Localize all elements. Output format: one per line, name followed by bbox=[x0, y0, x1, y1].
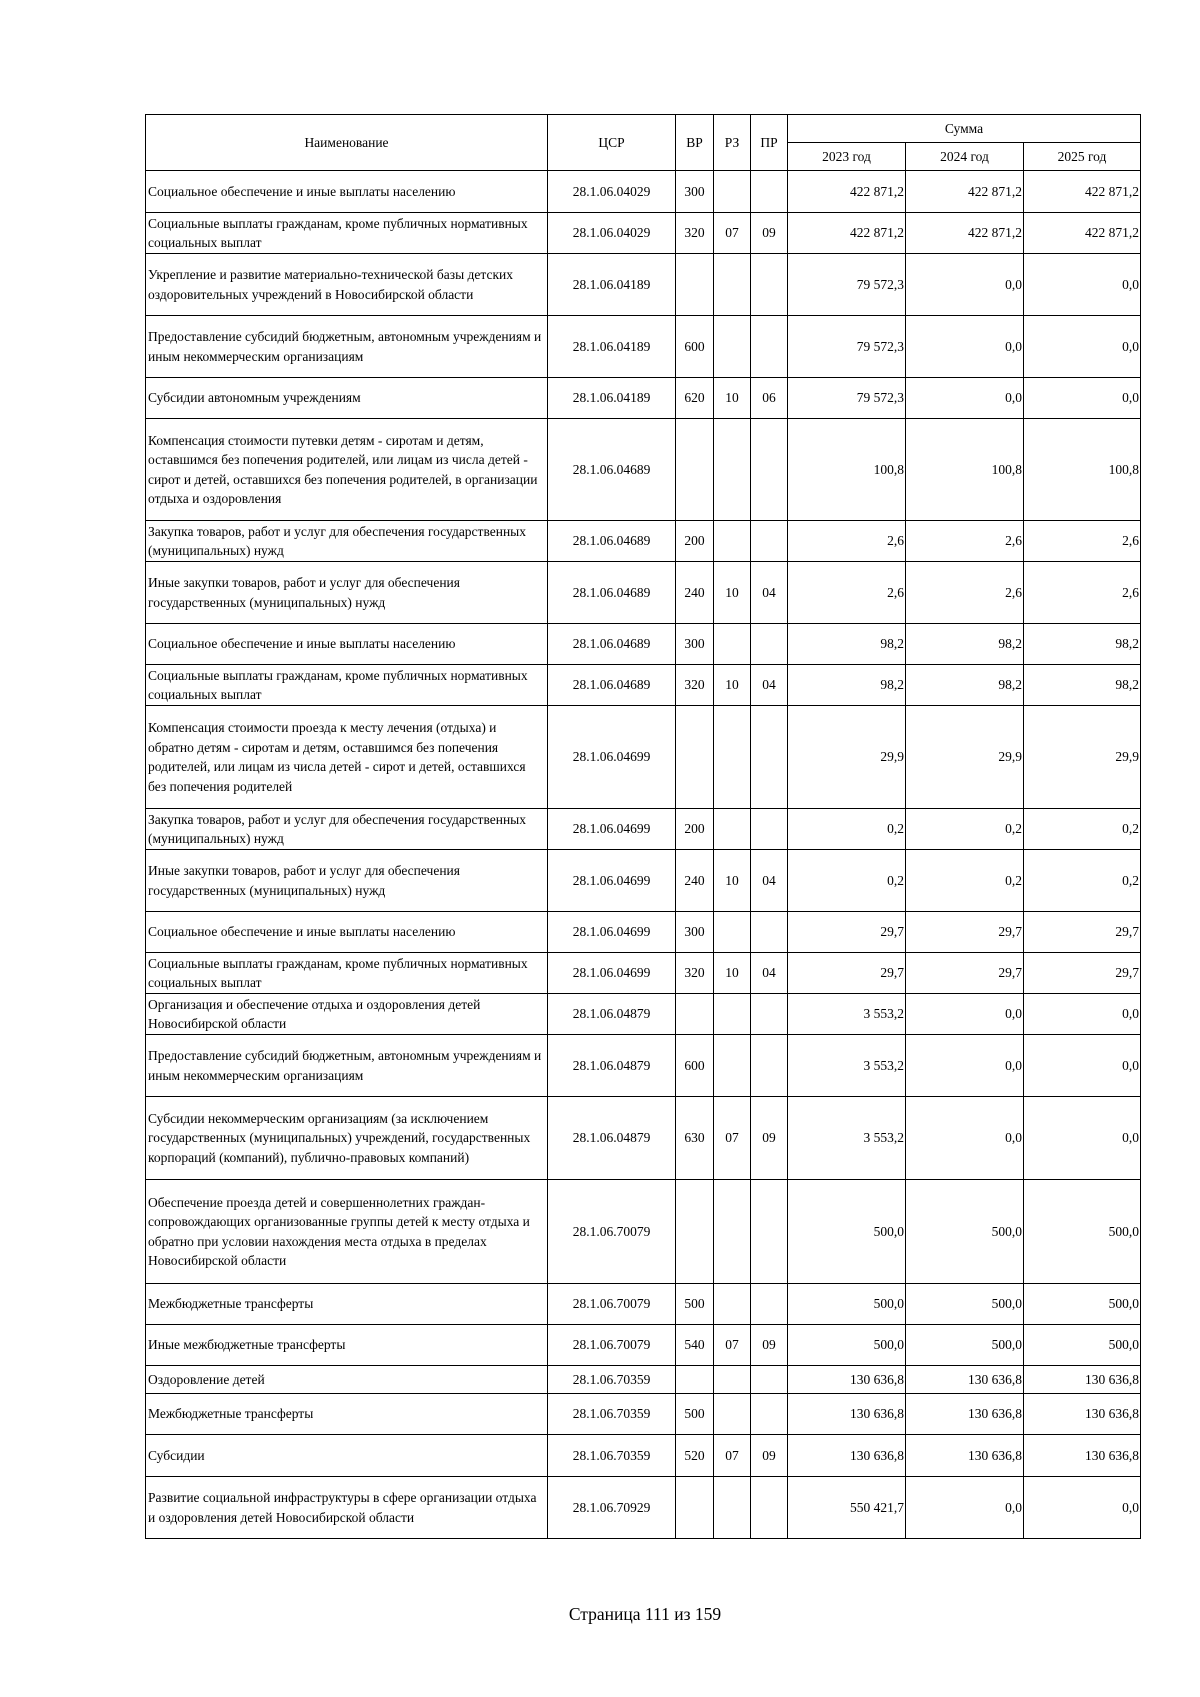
row-sum-2023: 29,7 bbox=[788, 953, 906, 994]
row-vr bbox=[676, 254, 714, 316]
row-sum-2025: 0,0 bbox=[1024, 254, 1141, 316]
row-sum-2025: 29,9 bbox=[1024, 706, 1141, 809]
row-csr: 28.1.06.70359 bbox=[548, 1366, 676, 1394]
row-sum-2024: 0,0 bbox=[906, 1097, 1024, 1180]
row-sum-2023: 422 871,2 bbox=[788, 213, 906, 254]
table-row bbox=[146, 706, 1141, 809]
row-sum-2025: 500,0 bbox=[1024, 1325, 1141, 1366]
row-vr: 600 bbox=[676, 316, 714, 378]
row-csr: 28.1.06.04689 bbox=[548, 624, 676, 665]
row-sum-2023: 3 553,2 bbox=[788, 994, 906, 1035]
row-sum-2024: 0,0 bbox=[906, 378, 1024, 419]
row-pr bbox=[751, 419, 788, 521]
row-rz: 10 bbox=[714, 562, 751, 624]
row-sum-2024: 500,0 bbox=[906, 1325, 1024, 1366]
row-pr bbox=[751, 171, 788, 213]
row-rz bbox=[714, 521, 751, 562]
table-row bbox=[146, 316, 1141, 378]
table-row bbox=[146, 953, 1141, 994]
row-csr: 28.1.06.04689 bbox=[548, 562, 676, 624]
row-sum-2025: 422 871,2 bbox=[1024, 171, 1141, 213]
table-row bbox=[146, 912, 1141, 953]
row-csr: 28.1.06.04699 bbox=[548, 953, 676, 994]
row-sum-2024: 29,9 bbox=[906, 706, 1024, 809]
row-sum-2023: 29,7 bbox=[788, 912, 906, 953]
header-year-2025: 2025 год bbox=[1024, 143, 1141, 171]
row-name: Закупка товаров, работ и услуг для обеспечения государственных (муниципальных) нужд bbox=[146, 521, 548, 562]
header-name: Наименование bbox=[146, 115, 548, 171]
row-pr bbox=[751, 809, 788, 850]
row-rz bbox=[714, 1035, 751, 1097]
header-row bbox=[146, 115, 1141, 143]
row-name: Развитие социальной инфраструктуры в сфере организации отдыха и оздоровления детей Новосибирской области bbox=[146, 1477, 548, 1539]
row-pr: 04 bbox=[751, 562, 788, 624]
row-pr bbox=[751, 1366, 788, 1394]
row-sum-2024: 0,2 bbox=[906, 850, 1024, 912]
row-rz: 10 bbox=[714, 665, 751, 706]
row-pr: 04 bbox=[751, 953, 788, 994]
row-csr: 28.1.06.04879 bbox=[548, 994, 676, 1035]
row-rz: 07 bbox=[714, 1325, 751, 1366]
table-row bbox=[146, 378, 1141, 419]
row-sum-2024: 98,2 bbox=[906, 624, 1024, 665]
row-name: Компенсация стоимости путевки детям - сиротам и детям, оставшимся без попечения родителей, или лицам из числа детей - сирот и детей, оставшихся без попечения родителей, в организации отдыха и оздоровления bbox=[146, 419, 548, 521]
row-pr bbox=[751, 254, 788, 316]
row-rz bbox=[714, 1284, 751, 1325]
row-sum-2025: 2,6 bbox=[1024, 562, 1141, 624]
row-sum-2025: 0,0 bbox=[1024, 378, 1141, 419]
row-sum-2024: 98,2 bbox=[906, 665, 1024, 706]
table-row bbox=[146, 624, 1141, 665]
row-vr: 500 bbox=[676, 1284, 714, 1325]
table-row bbox=[146, 419, 1141, 521]
row-vr bbox=[676, 1366, 714, 1394]
row-csr: 28.1.06.04699 bbox=[548, 850, 676, 912]
row-vr bbox=[676, 706, 714, 809]
row-name: Социальные выплаты гражданам, кроме публичных нормативных социальных выплат bbox=[146, 665, 548, 706]
table-row bbox=[146, 1284, 1141, 1325]
row-sum-2024: 2,6 bbox=[906, 521, 1024, 562]
row-rz bbox=[714, 706, 751, 809]
row-rz bbox=[714, 254, 751, 316]
row-name: Социальные выплаты гражданам, кроме публичных нормативных социальных выплат bbox=[146, 953, 548, 994]
row-rz bbox=[714, 912, 751, 953]
row-vr bbox=[676, 1477, 714, 1539]
row-sum-2023: 500,0 bbox=[788, 1284, 906, 1325]
row-csr: 28.1.06.70079 bbox=[548, 1325, 676, 1366]
row-sum-2023: 130 636,8 bbox=[788, 1366, 906, 1394]
row-sum-2023: 130 636,8 bbox=[788, 1435, 906, 1477]
page-number: Страница 111 из 159 bbox=[568, 1604, 722, 1624]
row-vr: 300 bbox=[676, 912, 714, 953]
row-name: Социальное обеспечение и иные выплаты населению bbox=[146, 171, 548, 213]
row-sum-2024: 130 636,8 bbox=[906, 1394, 1024, 1435]
row-name: Социальное обеспечение и иные выплаты населению bbox=[146, 912, 548, 953]
row-name: Субсидии автономным учреждениям bbox=[146, 378, 548, 419]
row-name: Социальное обеспечение и иные выплаты населению bbox=[146, 624, 548, 665]
row-sum-2023: 79 572,3 bbox=[788, 254, 906, 316]
row-sum-2025: 2,6 bbox=[1024, 521, 1141, 562]
row-name: Иные закупки товаров, работ и услуг для обеспечения государственных (муниципальных) нужд bbox=[146, 850, 548, 912]
row-sum-2024: 130 636,8 bbox=[906, 1435, 1024, 1477]
header-year-2024: 2024 год bbox=[906, 143, 1024, 171]
row-name: Субсидии некоммерческим организациям (за исключением государственных (муниципальных) учреждений, государственных корпораций (компаний), публично-правовых компаний) bbox=[146, 1097, 548, 1180]
table-row bbox=[146, 994, 1141, 1035]
header-csr: ЦСР bbox=[548, 115, 676, 171]
row-vr: 630 bbox=[676, 1097, 714, 1180]
row-vr: 240 bbox=[676, 562, 714, 624]
row-csr: 28.1.06.04699 bbox=[548, 912, 676, 953]
row-csr: 28.1.06.04699 bbox=[548, 706, 676, 809]
row-csr: 28.1.06.04029 bbox=[548, 213, 676, 254]
row-sum-2023: 550 421,7 bbox=[788, 1477, 906, 1539]
row-sum-2025: 0,0 bbox=[1024, 1097, 1141, 1180]
row-pr bbox=[751, 1284, 788, 1325]
row-sum-2024: 422 871,2 bbox=[906, 213, 1024, 254]
row-pr: 09 bbox=[751, 1097, 788, 1180]
table-row bbox=[146, 1435, 1141, 1477]
row-pr bbox=[751, 1394, 788, 1435]
row-csr: 28.1.06.04189 bbox=[548, 378, 676, 419]
row-pr bbox=[751, 912, 788, 953]
header-rz: РЗ bbox=[714, 115, 751, 171]
budget-table bbox=[145, 114, 1141, 1539]
row-sum-2024: 422 871,2 bbox=[906, 171, 1024, 213]
table-row bbox=[146, 213, 1141, 254]
row-sum-2025: 0,2 bbox=[1024, 850, 1141, 912]
row-sum-2023: 79 572,3 bbox=[788, 316, 906, 378]
row-rz bbox=[714, 316, 751, 378]
row-name: Предоставление субсидий бюджетным, автономным учреждениям и иным некоммерческим организациям bbox=[146, 1035, 548, 1097]
table-row bbox=[146, 850, 1141, 912]
row-rz bbox=[714, 994, 751, 1035]
row-rz bbox=[714, 171, 751, 213]
row-name: Компенсация стоимости проезда к месту лечения (отдыха) и обратно детям - сиротам и детям, оставшимся без попечения родителей, или лицам из числа детей - сирот и детей, оставшихся без попечения родителей bbox=[146, 706, 548, 809]
row-sum-2023: 79 572,3 bbox=[788, 378, 906, 419]
row-rz bbox=[714, 809, 751, 850]
row-csr: 28.1.06.70929 bbox=[548, 1477, 676, 1539]
table-row bbox=[146, 1035, 1141, 1097]
row-rz: 10 bbox=[714, 953, 751, 994]
row-sum-2024: 0,0 bbox=[906, 1035, 1024, 1097]
table-row bbox=[146, 1394, 1141, 1435]
row-sum-2023: 0,2 bbox=[788, 850, 906, 912]
row-sum-2023: 98,2 bbox=[788, 624, 906, 665]
row-rz: 10 bbox=[714, 378, 751, 419]
row-name: Укрепление и развитие материально-технической базы детских оздоровительных учреждений в Новосибирской области bbox=[146, 254, 548, 316]
table-row bbox=[146, 1097, 1141, 1180]
row-pr: 09 bbox=[751, 213, 788, 254]
row-rz bbox=[714, 1180, 751, 1284]
row-pr bbox=[751, 1477, 788, 1539]
row-sum-2025: 130 636,8 bbox=[1024, 1366, 1141, 1394]
row-sum-2025: 100,8 bbox=[1024, 419, 1141, 521]
row-rz: 07 bbox=[714, 1097, 751, 1180]
row-sum-2025: 500,0 bbox=[1024, 1180, 1141, 1284]
table-row bbox=[146, 1325, 1141, 1366]
row-vr: 320 bbox=[676, 953, 714, 994]
row-vr: 320 bbox=[676, 665, 714, 706]
row-sum-2025: 98,2 bbox=[1024, 665, 1141, 706]
row-sum-2025: 500,0 bbox=[1024, 1284, 1141, 1325]
row-sum-2024: 100,8 bbox=[906, 419, 1024, 521]
row-sum-2024: 0,0 bbox=[906, 254, 1024, 316]
row-sum-2025: 0,0 bbox=[1024, 994, 1141, 1035]
row-csr: 28.1.06.04029 bbox=[548, 171, 676, 213]
row-name: Межбюджетные трансферты bbox=[146, 1394, 548, 1435]
row-vr: 600 bbox=[676, 1035, 714, 1097]
row-sum-2023: 500,0 bbox=[788, 1325, 906, 1366]
row-sum-2025: 0,0 bbox=[1024, 316, 1141, 378]
table-row bbox=[146, 254, 1141, 316]
row-sum-2025: 130 636,8 bbox=[1024, 1394, 1141, 1435]
row-sum-2024: 2,6 bbox=[906, 562, 1024, 624]
table-row bbox=[146, 1477, 1141, 1539]
row-sum-2023: 3 553,2 bbox=[788, 1035, 906, 1097]
row-vr: 500 bbox=[676, 1394, 714, 1435]
row-vr: 520 bbox=[676, 1435, 714, 1477]
row-rz: 07 bbox=[714, 1435, 751, 1477]
row-name: Предоставление субсидий бюджетным, автономным учреждениям и иным некоммерческим организациям bbox=[146, 316, 548, 378]
row-sum-2023: 3 553,2 bbox=[788, 1097, 906, 1180]
table-row bbox=[146, 1180, 1141, 1284]
row-rz bbox=[714, 1366, 751, 1394]
row-csr: 28.1.06.70079 bbox=[548, 1180, 676, 1284]
row-sum-2024: 29,7 bbox=[906, 912, 1024, 953]
row-sum-2023: 29,9 bbox=[788, 706, 906, 809]
row-csr: 28.1.06.04879 bbox=[548, 1097, 676, 1180]
row-name: Субсидии bbox=[146, 1435, 548, 1477]
table-row bbox=[146, 171, 1141, 213]
row-pr: 04 bbox=[751, 665, 788, 706]
row-vr: 240 bbox=[676, 850, 714, 912]
row-sum-2025: 0,0 bbox=[1024, 1035, 1141, 1097]
row-sum-2025: 0,0 bbox=[1024, 1477, 1141, 1539]
row-sum-2023: 422 871,2 bbox=[788, 171, 906, 213]
row-sum-2025: 0,2 bbox=[1024, 809, 1141, 850]
table-row bbox=[146, 809, 1141, 850]
row-pr bbox=[751, 521, 788, 562]
row-name: Обеспечение проезда детей и совершеннолетних граждан-сопровождающих организованные группы детей к месту отдыха и обратно при условии нахождения места отдыха в пределах Новосибирской области bbox=[146, 1180, 548, 1284]
row-rz: 10 bbox=[714, 850, 751, 912]
header-sum: Сумма bbox=[788, 115, 1141, 143]
row-sum-2025: 29,7 bbox=[1024, 912, 1141, 953]
row-pr bbox=[751, 316, 788, 378]
table-row bbox=[146, 665, 1141, 706]
row-csr: 28.1.06.04879 bbox=[548, 1035, 676, 1097]
row-sum-2025: 422 871,2 bbox=[1024, 213, 1141, 254]
row-pr bbox=[751, 706, 788, 809]
row-pr: 09 bbox=[751, 1325, 788, 1366]
row-sum-2024: 130 636,8 bbox=[906, 1366, 1024, 1394]
row-sum-2024: 29,7 bbox=[906, 953, 1024, 994]
table-row bbox=[146, 521, 1141, 562]
row-pr bbox=[751, 624, 788, 665]
row-sum-2025: 98,2 bbox=[1024, 624, 1141, 665]
row-vr bbox=[676, 994, 714, 1035]
header-pr: ПР bbox=[751, 115, 788, 171]
row-sum-2024: 0,2 bbox=[906, 809, 1024, 850]
row-name: Межбюджетные трансферты bbox=[146, 1284, 548, 1325]
row-name: Организация и обеспечение отдыха и оздоровления детей Новосибирской области bbox=[146, 994, 548, 1035]
row-pr bbox=[751, 1035, 788, 1097]
row-sum-2023: 0,2 bbox=[788, 809, 906, 850]
header-vr: ВР bbox=[676, 115, 714, 171]
row-name: Социальные выплаты гражданам, кроме публичных нормативных социальных выплат bbox=[146, 213, 548, 254]
row-rz bbox=[714, 624, 751, 665]
row-vr: 320 bbox=[676, 213, 714, 254]
row-sum-2024: 0,0 bbox=[906, 994, 1024, 1035]
row-csr: 28.1.06.04689 bbox=[548, 521, 676, 562]
row-vr: 200 bbox=[676, 521, 714, 562]
row-sum-2023: 500,0 bbox=[788, 1180, 906, 1284]
row-rz bbox=[714, 1394, 751, 1435]
table-row bbox=[146, 1366, 1141, 1394]
row-sum-2024: 500,0 bbox=[906, 1180, 1024, 1284]
row-sum-2024: 0,0 bbox=[906, 1477, 1024, 1539]
table-body bbox=[146, 171, 1141, 1539]
row-pr bbox=[751, 1180, 788, 1284]
row-name: Иные межбюджетные трансферты bbox=[146, 1325, 548, 1366]
row-csr: 28.1.06.04689 bbox=[548, 419, 676, 521]
row-sum-2023: 100,8 bbox=[788, 419, 906, 521]
table-row bbox=[146, 562, 1141, 624]
row-name: Оздоровление детей bbox=[146, 1366, 548, 1394]
row-pr: 09 bbox=[751, 1435, 788, 1477]
row-rz: 07 bbox=[714, 213, 751, 254]
row-sum-2025: 29,7 bbox=[1024, 953, 1141, 994]
row-sum-2023: 2,6 bbox=[788, 521, 906, 562]
row-vr: 620 bbox=[676, 378, 714, 419]
row-vr: 300 bbox=[676, 624, 714, 665]
row-csr: 28.1.06.70079 bbox=[548, 1284, 676, 1325]
row-vr: 200 bbox=[676, 809, 714, 850]
row-pr: 06 bbox=[751, 378, 788, 419]
row-rz bbox=[714, 419, 751, 521]
row-sum-2024: 500,0 bbox=[906, 1284, 1024, 1325]
row-sum-2023: 130 636,8 bbox=[788, 1394, 906, 1435]
row-vr: 540 bbox=[676, 1325, 714, 1366]
row-vr bbox=[676, 1180, 714, 1284]
row-csr: 28.1.06.70359 bbox=[548, 1435, 676, 1477]
row-csr: 28.1.06.04689 bbox=[548, 665, 676, 706]
row-csr: 28.1.06.04699 bbox=[548, 809, 676, 850]
row-csr: 28.1.06.04189 bbox=[548, 316, 676, 378]
row-name: Закупка товаров, работ и услуг для обеспечения государственных (муниципальных) нужд bbox=[146, 809, 548, 850]
row-vr bbox=[676, 419, 714, 521]
row-sum-2023: 2,6 bbox=[788, 562, 906, 624]
row-pr: 04 bbox=[751, 850, 788, 912]
row-sum-2024: 0,0 bbox=[906, 316, 1024, 378]
row-rz bbox=[714, 1477, 751, 1539]
row-name: Иные закупки товаров, работ и услуг для обеспечения государственных (муниципальных) нужд bbox=[146, 562, 548, 624]
row-csr: 28.1.06.70359 bbox=[548, 1394, 676, 1435]
row-vr: 300 bbox=[676, 171, 714, 213]
header-year-2023: 2023 год bbox=[788, 143, 906, 171]
row-sum-2025: 130 636,8 bbox=[1024, 1435, 1141, 1477]
row-csr: 28.1.06.04189 bbox=[548, 254, 676, 316]
row-sum-2023: 98,2 bbox=[788, 665, 906, 706]
row-pr bbox=[751, 994, 788, 1035]
